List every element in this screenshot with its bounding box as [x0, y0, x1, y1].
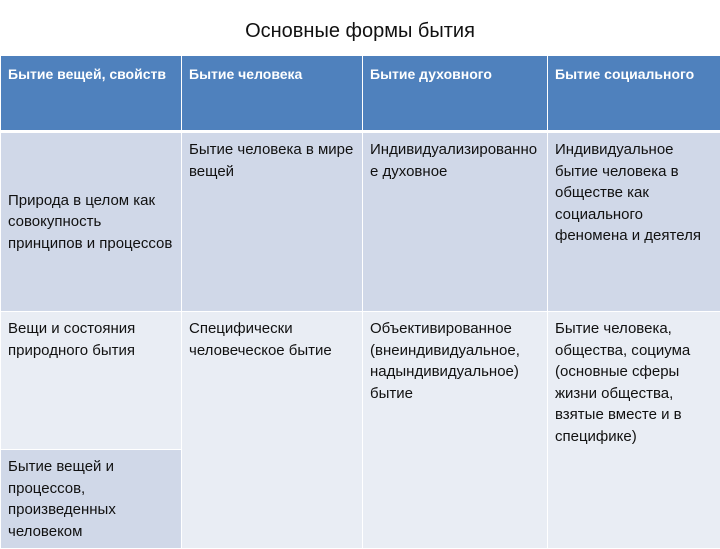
- table-row: [1, 312, 720, 450]
- table-cell: Индивидуализированное духовное: [363, 132, 548, 312]
- header-cell: Бытие социального: [548, 56, 720, 132]
- table-row: [1, 132, 720, 312]
- table-cell: Объективированное (внеиндивидуальное, надындивидуальное) бытие: [363, 312, 548, 549]
- header-cell: Бытие духовного: [363, 56, 548, 132]
- table-cell: Природа в целом как совокупность принципов и процессов: [1, 132, 182, 312]
- table-cell: Бытие вещей и процессов, произведенных человеком: [1, 450, 182, 549]
- slide-title: Основные формы бытия: [0, 20, 720, 43]
- header-cell: Бытие человека: [182, 56, 363, 132]
- table-cell: Вещи и состояния природного бытия: [1, 312, 182, 450]
- table-cell: Бытие человека, общества, социума (основные сферы жизни общества, взятые вместе и в специфике): [548, 312, 720, 549]
- table-cell: Специфически человеческое бытие: [182, 312, 363, 549]
- header-cell: Бытие вещей, свойств: [1, 56, 182, 132]
- forms-of-being-table: [0, 55, 720, 549]
- table-cell: Индивидуальное бытие человека в обществе как социального феномена и деятеля: [548, 132, 720, 312]
- header-row: [1, 56, 720, 132]
- table-cell: Бытие человека в мире вещей: [182, 132, 363, 312]
